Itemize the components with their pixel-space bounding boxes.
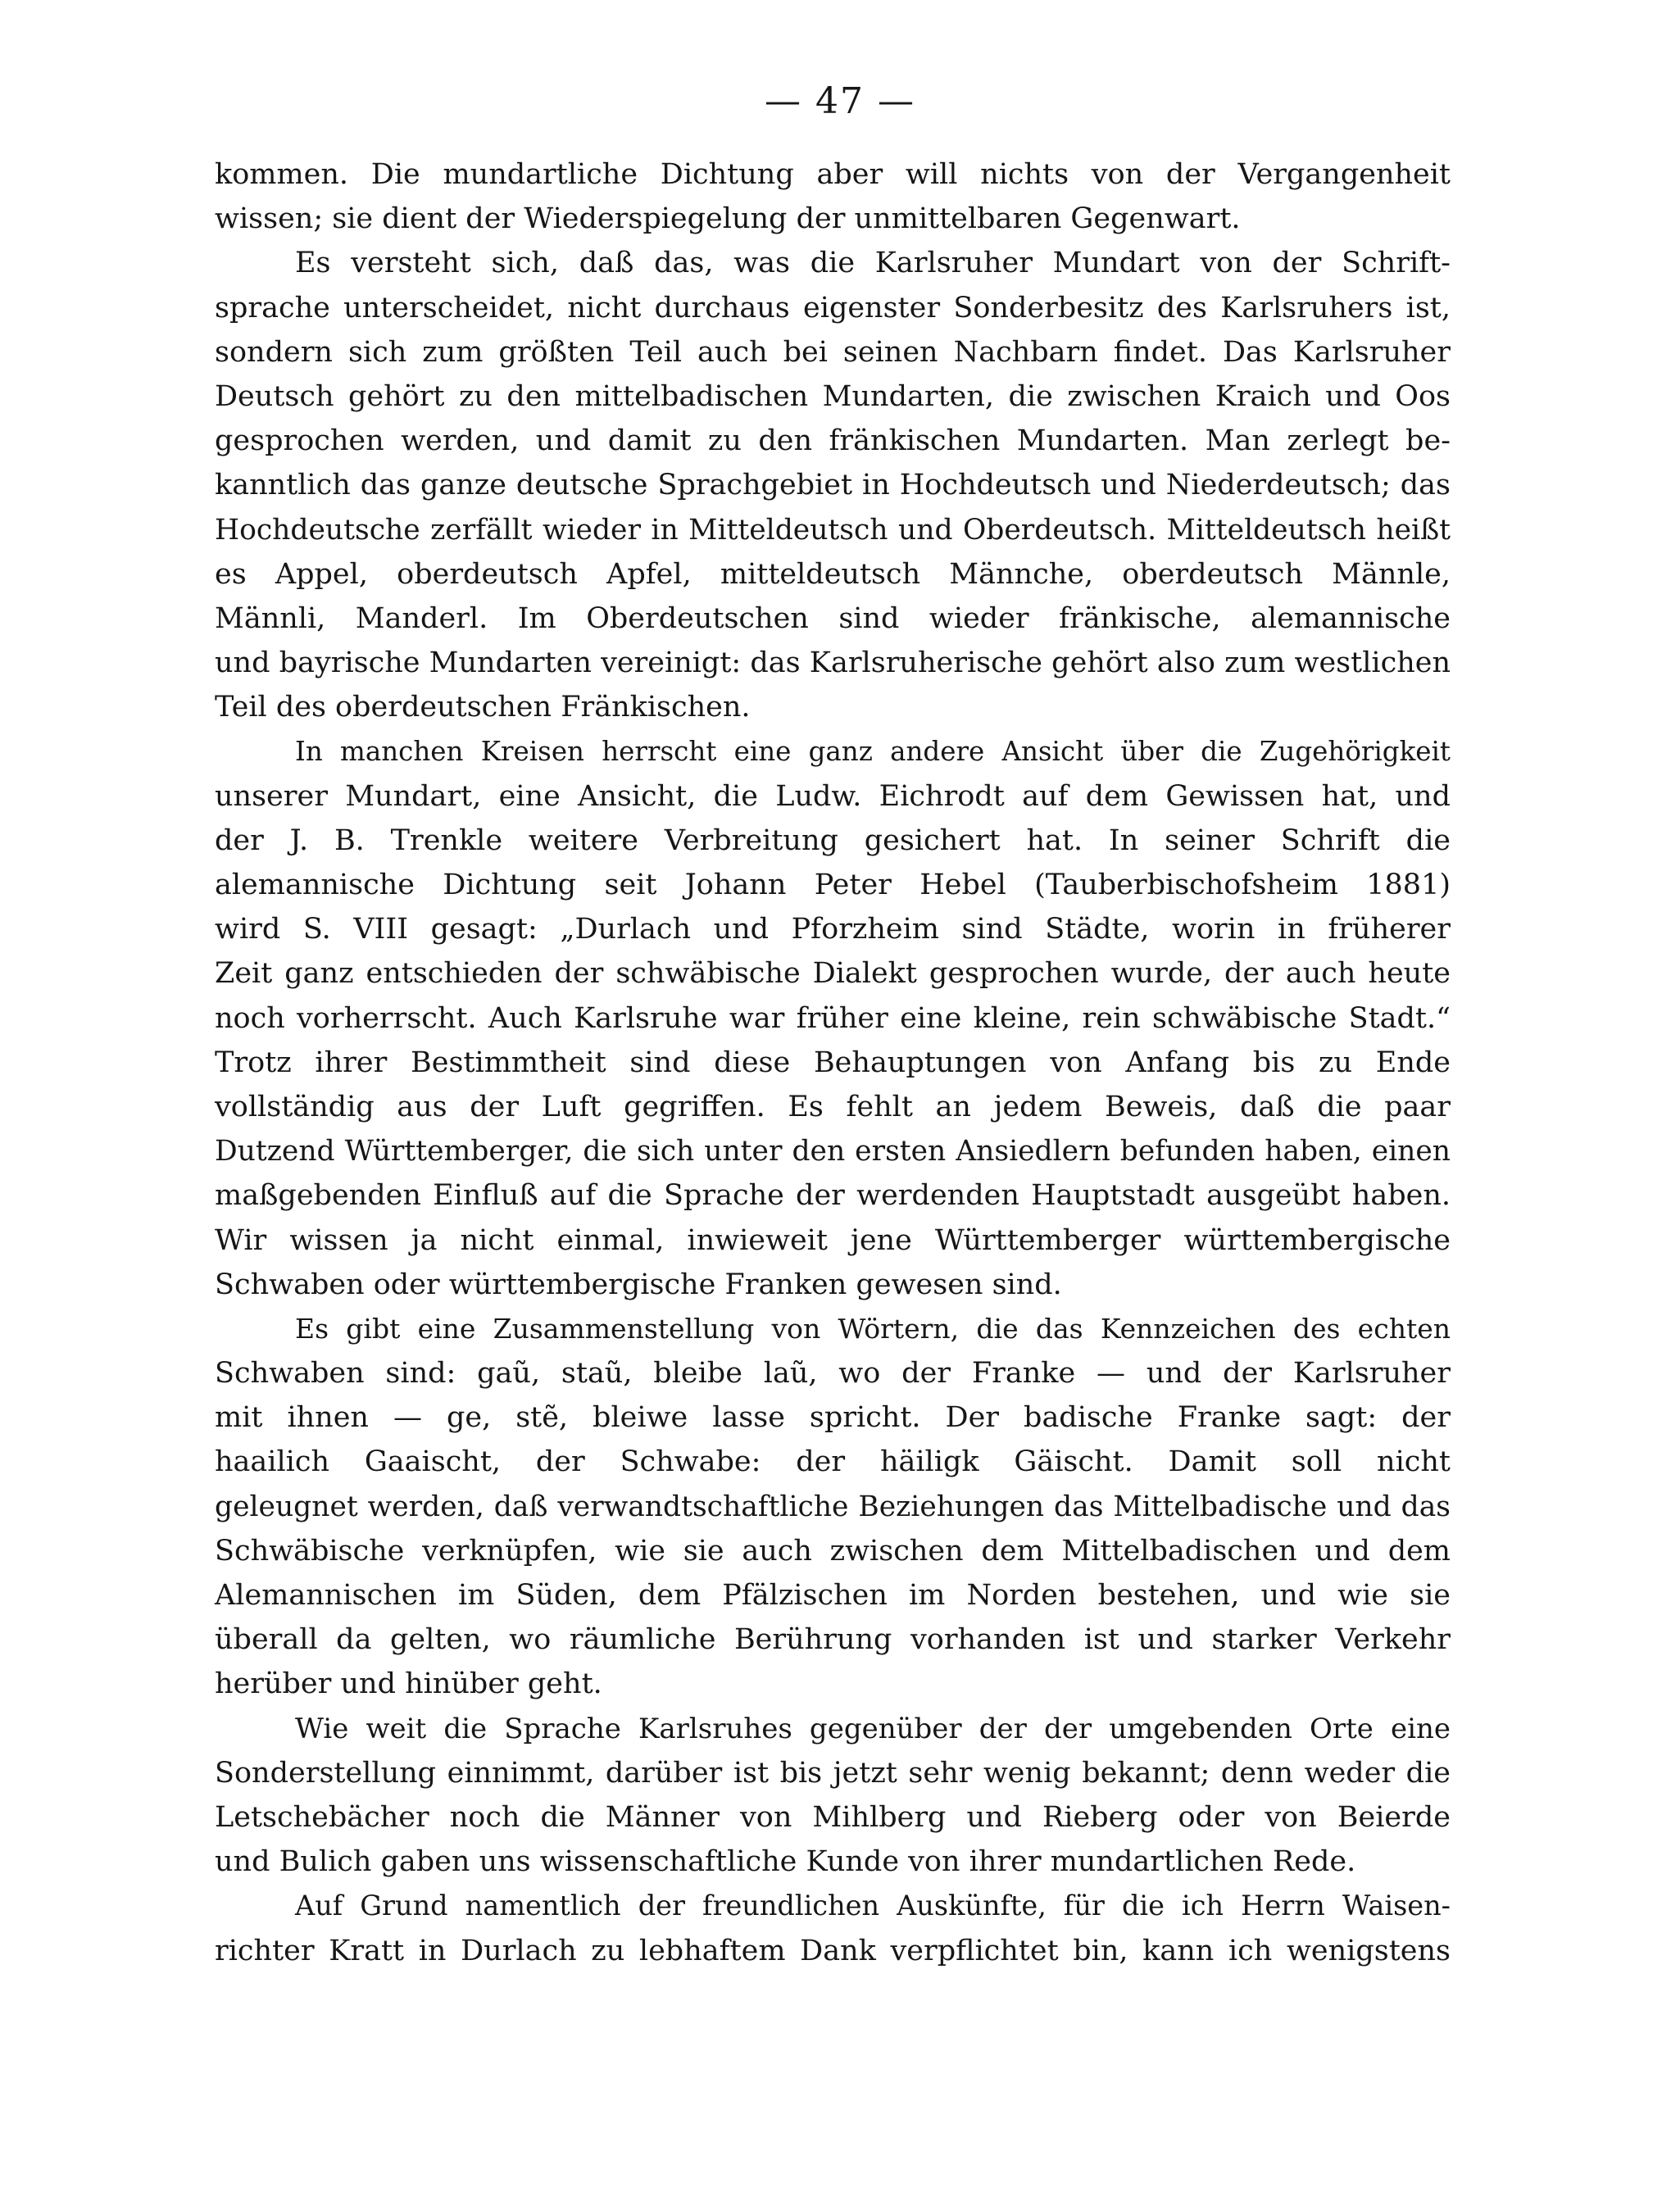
text-line: es Appel, oberdeutsch Apfel, mitteldeutsch Männche, oberdeutsch Männle, [215,557,1451,591]
text-line: Schwaben sind: gaũ, staũ, bleibe laũ, wo der Franke — und der Karlsruher [215,1357,1451,1391]
text-line: noch vorherrscht. Auch Karlsruhe war früher eine kleine, rein schwäbische Stadt.“ [215,1001,1451,1035]
text-line: vollständig aus der Luft gegriffen. Es fehlt an jedem Beweis, daß die paar [215,1090,1451,1123]
text-line: Wie weit die Sprache Karlsruhes gegenüber der der umgebenden Orte eine [295,1712,1451,1745]
text-line: unserer Mundart, eine Ansicht, die Ludw. Eichrodt auf dem Gewissen hat, und [215,779,1451,813]
text-line: wissen; sie dient der Wiederspiegelung der unmittelbaren Gegenwart. [215,202,1241,236]
text-line: sondern sich zum größten Teil auch bei seinen Nachbarn findet. Das Karlsruher [215,335,1451,369]
text-line: Männli, Manderl. Im Oberdeutschen sind wieder fränkische, alemannische [215,601,1451,635]
text-line: Auf Grund namentlich der freundlichen Auskünfte, für die ich Herrn Waisen- [295,1890,1451,1922]
text-line: Deutsch gehört zu den mittelbadischen Mundarten, die zwischen Kraich und Oos [215,379,1451,413]
text-line: mit ihnen — ge, stẽ, bleiwe lasse spricht. Der badische Franke sagt: der [215,1401,1451,1435]
text-line: kanntlich das ganze deutsche Sprachgebiet in Hochdeutsch und Niederdeutsch; das [215,469,1451,502]
text-line: Schwaben oder württembergische Franken gewesen sind. [215,1268,1062,1301]
text-line: überall da gelten, wo räumliche Berührung vorhanden ist und starker Verkehr [215,1623,1451,1657]
text-line: der J. B. Trenkle weitere Verbreitung gesichert hat. In seiner Schrift die [215,824,1451,857]
text-line: maßgebenden Einfluß auf die Sprache der werdenden Hauptstadt ausgeübt haben. [215,1179,1451,1213]
text-line: Wir wissen ja nicht einmal, inwieweit jene Württemberger württembergische [215,1223,1451,1257]
text-line: In manchen Kreisen herrscht eine ganz andere Ansicht über die Zugehörigkeit [295,736,1451,768]
text-line: Alemannischen im Süden, dem Pfälzischen im Norden bestehen, und wie sie [215,1579,1451,1612]
text-line: alemannische Dichtung seit Johann Peter Hebel (Tauberbischofsheim 1881) [215,869,1451,901]
text-line: Zeit ganz entschieden der schwäbische Dialekt gesprochen wurde, der auch heute [215,957,1451,991]
text-line: Schwäbische verknüpfen, wie sie auch zwischen dem Mittelbadischen und dem [215,1534,1451,1568]
text-line: Hochdeutsche zerfällt wieder in Mitteldeutsch und Oberdeutsch. Mitteldeutsch heißt [215,513,1451,547]
text-line: sprache unterscheidet, nicht durchaus eigenster Sonderbesitz des Karlsruhers ist, [215,291,1451,324]
text-line: gesprochen werden, und damit zu den fränkischen Mundarten. Man zerlegt be- [215,424,1451,458]
text-line: Es gibt eine Zusammenstellung von Wörtern, die das Kennzeichen des echten [295,1312,1451,1345]
text-line: kommen. Die mundartliche Dichtung aber will nichts von der Vergangenheit [215,158,1451,191]
text-line: Teil des oberdeutschen Fränkischen. [215,691,751,724]
text-line: Dutzend Württemberger, die sich unter den ersten Ansiedlern befunden haben, einen [215,1135,1451,1168]
text-line: geleugnet werden, daß verwandtschaftliche Beziehungen das Mittelbadische und das [215,1490,1451,1523]
text-line: Trotz ihrer Bestimmtheit sind diese Behauptungen von Anfang bis zu Ende [215,1046,1451,1079]
text-line: Es versteht sich, daß das, was die Karlsruher Mundart von der Schrift- [295,247,1451,280]
body-text [215,152,1451,1973]
text-line: und Bulich gaben uns wissenschaftliche Kunde von ihrer mundartlichen Rede. [215,1845,1356,1879]
page-number: — 47 — [765,80,915,122]
text-line: und bayrische Mundarten vereinigt: das Karlsruherische gehört also zum westlichen [215,647,1451,680]
text-line: wird S. VIII gesagt: „Durlach und Pforzheim sind Städte, worin in früherer [215,913,1451,946]
text-line: Sonderstellung einnimmt, darüber ist bis jetzt sehr wenig bekannt; denn weder die [215,1756,1451,1790]
text-line: Letschebächer noch die Männer von Mihlberg und Rieberg oder von Beierde [215,1800,1451,1834]
text-line: richter Kratt in Durlach zu lebhaftem Dank verpflichtet bin, kann ich wenigstens [215,1934,1451,1967]
text-line: herüber und hinüber geht. [215,1667,602,1701]
text-line: haailich Gaaischt, der Schwabe: der häiligk Gäischt. Damit soll nicht [215,1445,1451,1479]
